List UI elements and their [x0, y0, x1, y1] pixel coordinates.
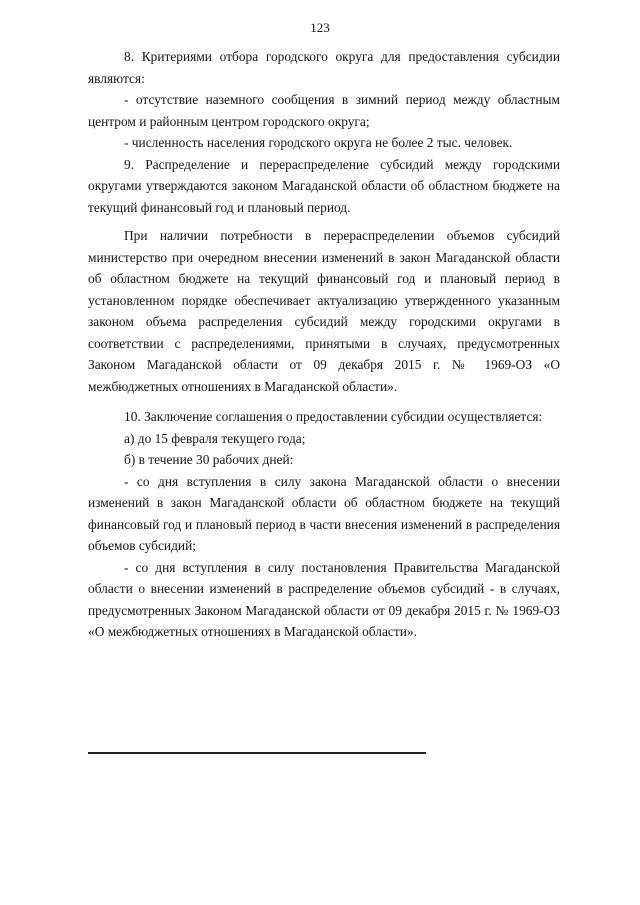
paragraph-agreement: 10. Заключение соглашения о предоставлении субсидии осуществляется: [124, 409, 543, 424]
paragraph-agreement-deadline-a: а) до 15 февраля текущего года; [124, 430, 306, 446]
paragraph-distribution: 9. Распределение и перераспределение субсидий между городскими округами утверждаются законом Магаданской области об областном бюджете на текущий финансовый год и плановый период. [88, 156, 560, 215]
paragraph-criterion-no-ground-connection: - отсутствие наземного сообщения в зимний период между областным центром и районным центром городского округа; [88, 92, 560, 129]
footer-divider [88, 752, 426, 754]
paragraph-criteria: 8. Критериями отбора городского округа для предоставления субсидии являются: [88, 49, 560, 86]
document-body [88, 46, 560, 643]
paragraph-law-entry: - со дня вступления в силу закона Магаданской области о внесении изменений в закон Магаданской области об областном бюджете на текущий финансовый год и плановый период в части внесения изменений в распределения объемов субсидий; [88, 473, 560, 553]
paragraph-redistribution: При наличии потребности в перераспределении объемов субсидий министерство при очередном внесении изменений в закон Магаданской области об областном бюджете на текущий финансовый год и плановый период в установленном порядке обеспечивает актуализацию утвержденного указанным законом объема распределения субсидий между городскими округами в соответствии с распределениями, принятыми в случаях, предусмотренных Законом Магаданской области от 09 декабря 2015 г. № 1969-ОЗ «О межбюджетных отношениях в Магаданской области». [88, 228, 560, 394]
paragraph-criterion-population: - численность населения городского округа не более 2 тыс. человек. [124, 135, 513, 150]
page-number: 123 [310, 20, 330, 35]
paragraph-agreement-deadline-b: б) в течение 30 рабочих дней: [124, 452, 294, 467]
paragraph-resolution-entry: - со дня вступления в силу постановления Правительства Магаданской области о внесении изменений в распределение объемов субсидий - в случаях, предусмотренных Законом Магаданской области от 09 декабря 2015 г. № 1969-ОЗ «О межбюджетных отношениях в Магаданской области». [88, 559, 560, 639]
